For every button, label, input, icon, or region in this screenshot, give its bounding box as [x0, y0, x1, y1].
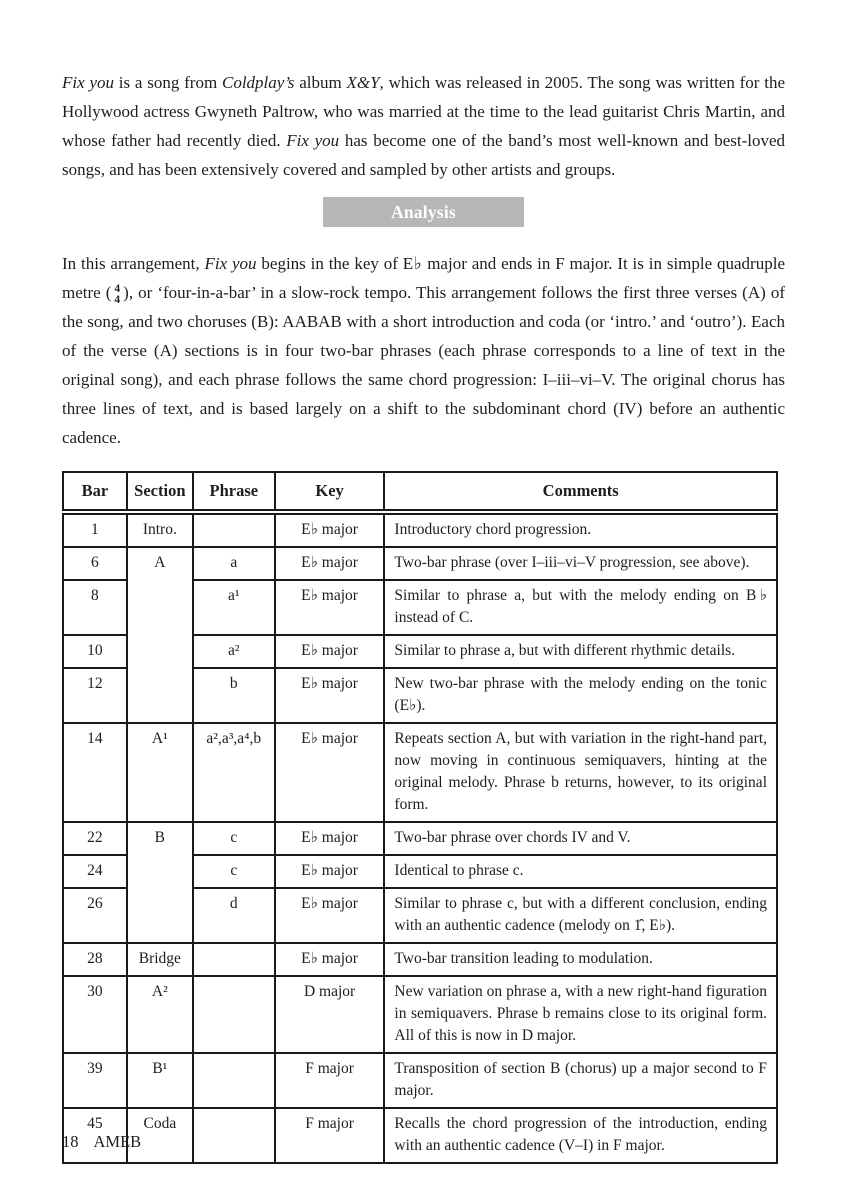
table-row	[63, 1053, 777, 1108]
comments-cell: Similar to phrase a, but with different rhythmic details.	[384, 635, 777, 668]
section-cell: Coda	[127, 1108, 193, 1163]
analysis-heading-bar	[323, 197, 524, 227]
comments-cell: Recalls the chord progression of the introduction, ending with an authentic cadence (V–I) in F major.	[384, 1108, 777, 1163]
time-signature-denominator: 4	[114, 294, 121, 307]
song-title-text: Fix you	[204, 254, 257, 273]
key-cell: D major	[275, 976, 385, 1053]
page-content	[62, 68, 785, 1164]
key-cell: E♭ major	[275, 822, 385, 855]
comments-cell: Introductory chord progression.	[384, 512, 777, 547]
page-footer	[62, 1132, 141, 1152]
comments-cell: Repeats section A, but with variation in the right-hand part, now moving in continuous semiquavers, hinting at the original melody. Phrase b returns, however, to its original form.	[384, 723, 777, 822]
bar-cell: 39	[63, 1053, 127, 1108]
phrase-cell: a	[193, 547, 275, 580]
table-row	[63, 976, 777, 1053]
bar-cell: 22	[63, 822, 127, 855]
comments-cell: Identical to phrase c.	[384, 855, 777, 888]
text-segment: album	[294, 73, 347, 92]
section-cell: B	[127, 822, 193, 943]
key-cell: E♭ major	[275, 888, 385, 943]
phrase-cell	[193, 943, 275, 976]
phrase-cell: b	[193, 668, 275, 723]
band-name-text: Coldplay’s	[221, 73, 295, 92]
bar-cell: 45	[63, 1108, 127, 1163]
comments-cell: New variation on phrase a, with a new right-hand figuration in semiquavers. Phrase b remains close to its original form. All of this is now in D major.	[384, 976, 777, 1053]
table-header-bar: Bar	[63, 472, 127, 512]
bar-cell: 30	[63, 976, 127, 1053]
key-cell: E♭ major	[275, 512, 385, 547]
comments-cell: Similar to phrase c, but with a different conclusion, ending with an authentic cadence (melody on 1̂, E♭).	[384, 888, 777, 943]
comments-cell: Similar to phrase a, but with the melody ending on B♭ instead of C.	[384, 580, 777, 635]
song-title-text: Fix you	[62, 73, 114, 92]
comments-cell: Transposition of section B (chorus) up a major second to F major.	[384, 1053, 777, 1108]
key-cell: E♭ major	[275, 723, 385, 822]
comments-cell: Two-bar transition leading to modulation.	[384, 943, 777, 976]
table-row	[63, 1108, 777, 1163]
section-cell: Intro.	[127, 512, 193, 547]
table-row	[63, 943, 777, 976]
bar-cell: 12	[63, 668, 127, 723]
section-cell: B¹	[127, 1053, 193, 1108]
phrase-cell: c	[193, 855, 275, 888]
phrase-cell: c	[193, 822, 275, 855]
key-cell: E♭ major	[275, 855, 385, 888]
publisher-name: AMEB	[93, 1132, 142, 1151]
phrase-cell: a²	[193, 635, 275, 668]
phrase-cell	[193, 1053, 275, 1108]
bar-cell: 14	[63, 723, 127, 822]
arrangement-paragraph	[62, 249, 785, 452]
comments-cell: New two-bar phrase with the melody ending on the tonic (E♭).	[384, 668, 777, 723]
bar-cell: 26	[63, 888, 127, 943]
analysis-heading-label: Analysis	[391, 201, 456, 222]
bar-cell: 10	[63, 635, 127, 668]
section-cell: A¹	[127, 723, 193, 822]
phrase-cell: a¹	[193, 580, 275, 635]
section-cell: Bridge	[127, 943, 193, 976]
phrase-cell	[193, 512, 275, 547]
intro-paragraph	[62, 68, 785, 184]
table-row	[63, 547, 777, 580]
phrase-cell: d	[193, 888, 275, 943]
text-segment: ), or ‘four-in-a-bar’ in a slow-rock tempo. This arrangement follows the first three verses (A) of the song, and two choruses (B): AABAB with a short introduction and coda (or ‘intro.’ and ‘outro’). Each of the verse (A) sections is in four two-bar phrases (each phrase corresponds to a line of text in the original song), and each phrase follows the same chord progression: I–iii–vi–V. The original chorus has three lines of text, and is based largely on a shift to the subdominant chord (IV) before an authentic cadence.	[62, 283, 786, 447]
page-number: 18	[62, 1132, 79, 1151]
table-header-section: Section	[127, 472, 193, 512]
phrase-cell	[193, 1108, 275, 1163]
table-row	[63, 723, 777, 822]
section-cell: A	[127, 547, 193, 723]
key-cell: E♭ major	[275, 943, 385, 976]
bar-cell: 28	[63, 943, 127, 976]
table-header-key: Key	[275, 472, 385, 512]
key-cell: E♭ major	[275, 668, 385, 723]
key-cell: E♭ major	[275, 547, 385, 580]
table-header-row	[63, 472, 777, 512]
text-segment: is a song from	[114, 73, 222, 92]
phrase-cell	[193, 976, 275, 1053]
text-segment: In this arrangement,	[62, 254, 205, 273]
key-cell: F major	[275, 1108, 385, 1163]
analysis-table	[62, 471, 778, 1164]
bar-cell: 8	[63, 580, 127, 635]
key-cell: E♭ major	[275, 580, 385, 635]
time-signature-numerator: 4	[114, 283, 121, 296]
phrase-cell: a²,a³,a⁴,b	[193, 723, 275, 822]
key-cell: E♭ major	[275, 635, 385, 668]
table-row	[63, 822, 777, 855]
key-cell: F major	[275, 1053, 385, 1108]
text-segment: begins in the key of E♭ major and ends in F major. It is in simple quadruple metre (	[62, 254, 785, 302]
text-segment: has become one of the band’s most well-known and best-loved songs, and has been extensively covered and sampled by other artists and groups.	[62, 131, 786, 179]
album-title-text: X&Y	[346, 73, 380, 92]
song-title-text: Fix you	[286, 131, 340, 150]
bar-cell: 1	[63, 512, 127, 547]
table-header-phrase: Phrase	[193, 472, 275, 512]
bar-cell: 6	[63, 547, 127, 580]
table-header-comments: Comments	[384, 472, 777, 512]
table-row	[63, 512, 777, 547]
bar-cell: 24	[63, 855, 127, 888]
time-signature	[114, 284, 120, 306]
text-segment: , which was released in 2005. The song was written for the Hollywood actress Gwyneth Paltrow, who was married at the time to the lead guitarist Chris Martin, and whose father had recently died.	[62, 73, 786, 150]
comments-cell: Two-bar phrase over chords IV and V.	[384, 822, 777, 855]
comments-cell: Two-bar phrase (over I–iii–vi–V progression, see above).	[384, 547, 777, 580]
section-cell: A²	[127, 976, 193, 1053]
